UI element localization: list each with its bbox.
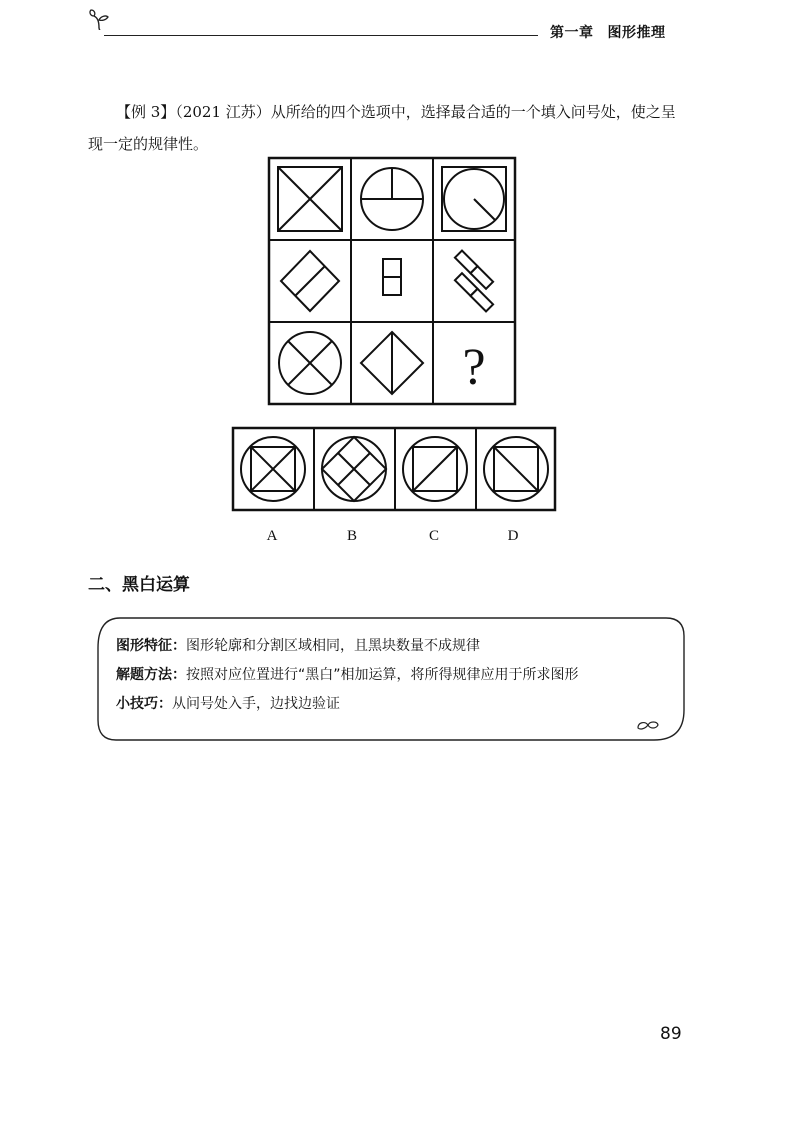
example-tag: 【例 3】 (116, 103, 176, 121)
tip-key-feature: 图形特征： (116, 638, 186, 654)
cell-circle-x (279, 332, 341, 394)
section-title: 二、黑白运算 (88, 575, 190, 595)
tip-text-method: 按照对应位置进行“黑白”相加运算，将所得规律应用于所求图形 (186, 667, 579, 683)
puzzle-grid (267, 156, 517, 406)
example-question (88, 96, 686, 160)
cell-square-x (278, 167, 342, 231)
option-c-label: C (428, 528, 439, 544)
chapter-title: 图形推理 (607, 25, 666, 41)
sprout-icon (88, 8, 110, 30)
tip-text-trick: 从问号处入手，边找边验证 (172, 696, 340, 712)
cell-circle-t (361, 168, 423, 230)
header-rule (104, 35, 538, 36)
option-c-figure (403, 437, 467, 501)
option-a-figure (241, 437, 305, 501)
cell-diamond-split (281, 251, 339, 311)
cell-two-rects (383, 259, 401, 295)
option-d-label: D (507, 528, 519, 544)
tip-line-method (116, 661, 579, 690)
chapter-number: 第一章 (550, 25, 594, 41)
option-b-label: B (346, 528, 357, 544)
puzzle-missing-mark: ? (462, 339, 486, 396)
cell-diamond-line (361, 332, 423, 394)
sprout-icon (638, 722, 658, 729)
tip-content (116, 632, 579, 719)
page-number: 89 (660, 1024, 682, 1044)
tip-key-trick: 小技巧： (116, 696, 172, 712)
example-source: （2021 江苏） (175, 103, 271, 121)
tip-line-trick (116, 690, 579, 719)
tip-line-feature (116, 632, 579, 661)
example-text: 从所给的四个选项中，选择最合适的一个填入问号处，使之呈现一定的规律性。 (88, 103, 676, 153)
tip-key-method: 解题方法： (116, 667, 186, 683)
option-d-figure (484, 437, 548, 501)
option-a-label: A (266, 528, 278, 544)
cell-tilted-rects (444, 251, 505, 312)
answer-options (231, 426, 557, 514)
tip-text-feature: 图形轮廓和分割区域相同，且黑块数量不成规律 (186, 638, 480, 654)
running-header (550, 22, 666, 42)
option-b-figure (322, 437, 386, 501)
cell-square-circle (442, 167, 506, 231)
